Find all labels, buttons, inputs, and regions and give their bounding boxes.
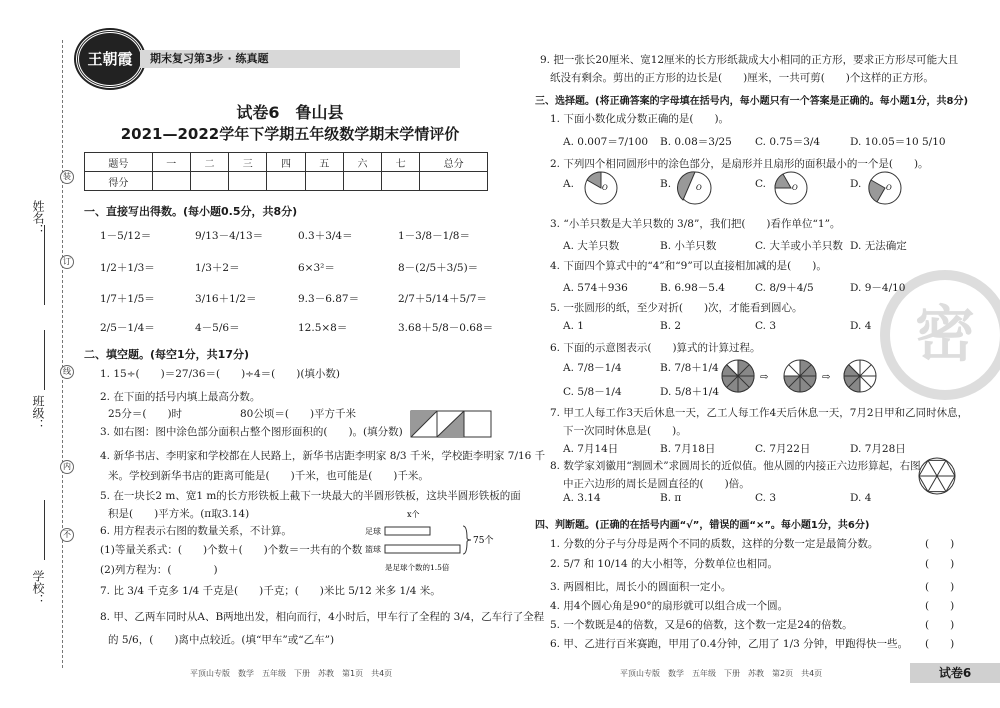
choice-option: B. π bbox=[660, 492, 682, 504]
choice-option: A. bbox=[563, 178, 574, 190]
header-banner: 期末复习第3步 · 练真题 bbox=[140, 50, 460, 68]
judge-answer-box[interactable]: ( ) bbox=[925, 619, 955, 631]
calc-item: 3.68＋5/8－0.68＝ bbox=[398, 322, 494, 334]
fig-basket-label: 篮球 bbox=[365, 545, 381, 554]
name-label: 姓名： bbox=[31, 200, 45, 236]
choice-option: C. 3 bbox=[755, 320, 777, 332]
section-4-heading: 四、判断题。(正确的在括号内画“√”，错误的画“×”。每小题1分，共6分) bbox=[535, 520, 870, 531]
choice-option: D. 4 bbox=[850, 492, 872, 504]
svg-text:O: O bbox=[696, 184, 702, 192]
seal-mark: 不 bbox=[60, 528, 74, 542]
calc-item: 1－5/12＝ bbox=[100, 230, 152, 242]
score-cell: 三 bbox=[229, 153, 267, 172]
fill-q6: 6. 用方程表示右图的数量关系，不计算。 bbox=[100, 525, 292, 537]
seal-mark: 内 bbox=[60, 460, 74, 474]
fill-q2b: 80公顷＝( )平方千米 bbox=[240, 408, 357, 420]
score-cell[interactable] bbox=[229, 172, 267, 191]
page-footer: 平顶山专版 数学 五年级 下册 苏教 第1页 共4页 bbox=[190, 669, 393, 678]
class-label: 班级： bbox=[31, 395, 45, 431]
choice-option: C. bbox=[755, 178, 766, 190]
score-table bbox=[84, 152, 488, 191]
choice-option: C. 5/8－1/4 bbox=[563, 386, 622, 398]
circle-option-b bbox=[677, 170, 713, 206]
choice-q4: 4. 下面四个算式中的“4”和“9”可以直接相加减的是( )。 bbox=[550, 260, 827, 272]
judge-item: 1. 分数的分子与分母是两个不同的质数，这样的分数一定是最简分数。 bbox=[550, 538, 879, 550]
circle-option-d bbox=[867, 170, 903, 206]
fill-q8-line1: 8. 甲、乙两车同时从A、B两地出发，相向而行，4小时后，甲车行了全程的 3/4，乙车行了全程 bbox=[100, 611, 545, 623]
choice-option: A. 大羊只数 bbox=[563, 240, 620, 252]
judge-answer-box[interactable]: ( ) bbox=[925, 638, 955, 650]
score-cell: 四 bbox=[267, 153, 305, 172]
choice-option: B. bbox=[660, 178, 672, 190]
circle-option-c bbox=[773, 170, 809, 206]
choice-q1: 1. 下面小数化成分数正确的是( )。 bbox=[550, 113, 730, 125]
calc-item: 6×3²＝ bbox=[298, 262, 335, 274]
fill-q4-line2: 米。学校到新华书店的距离可能是( )千米，也可能是( )千米。 bbox=[108, 470, 429, 482]
choice-option: A. 0.007＝7/100 bbox=[563, 136, 649, 148]
paper-number-tag: 试卷6 bbox=[910, 663, 1000, 683]
calc-item: 1/7＋1/5＝ bbox=[100, 293, 155, 305]
score-cell: 五 bbox=[305, 153, 343, 172]
fill-q7: 7. 比 3/4 千克多 1/4 千克是( )千克；( )米比 5/12 米多 1/4 米。 bbox=[100, 585, 441, 597]
fill-q1: 1. 15÷( )＝27/36＝( )÷4＝( )(填小数) bbox=[100, 368, 341, 380]
score-cell: 题号 bbox=[85, 153, 153, 172]
score-cell: 得分 bbox=[85, 172, 153, 191]
page-footer: 平顶山专版 数学 五年级 下册 苏教 第2页 共4页 bbox=[620, 669, 823, 678]
choice-option: A. 574＋936 bbox=[563, 282, 628, 294]
calc-item: 9.3－6.87＝ bbox=[298, 293, 360, 305]
school-label: 学校： bbox=[31, 570, 45, 606]
choice-option: B. 7/8＋1/4 bbox=[660, 362, 719, 374]
choice-option: D. 7月28日 bbox=[850, 443, 906, 455]
calc-item: 1/2＋1/3＝ bbox=[100, 262, 155, 274]
choice-option: A. 3.14 bbox=[563, 492, 601, 504]
fill-q9-line2: 纸没有剩余。剪出的正方形的边长是( )厘米，一共可剪( )个这样的正方形。 bbox=[550, 72, 934, 84]
choice-q6: 6. 下面的示意图表示( )算式的计算过程。 bbox=[550, 342, 761, 354]
section-1-heading: 一、直接写出得数。(每小题0.5分，共8分) bbox=[84, 205, 298, 218]
fig-note-label: 是足球个数的1.5倍 bbox=[385, 563, 450, 572]
fill-q5-line2: 积是( )平方米。(π取3.14) bbox=[108, 508, 250, 520]
choice-option: C. 大羊或小羊只数 bbox=[755, 240, 843, 252]
choice-option: A. 1 bbox=[563, 320, 584, 332]
choice-option: A. 7月14日 bbox=[563, 443, 619, 455]
section-2-heading: 二、填空题。(每空1分，共17分) bbox=[84, 348, 250, 361]
choice-option: D. 5/8＋1/4 bbox=[660, 386, 720, 398]
hexagon-circle-figure bbox=[917, 456, 957, 496]
fill-q6-figure bbox=[355, 508, 495, 578]
choice-q5: 5. 一张圆形的纸，至少对折( )次，才能看到圆心。 bbox=[550, 302, 803, 314]
choice-option: D. 无法确定 bbox=[850, 240, 907, 252]
fill-q2a: 25分＝( )时 bbox=[108, 408, 183, 420]
choice-option: D. 4 bbox=[850, 320, 872, 332]
school-line bbox=[44, 500, 45, 560]
calc-item: 1－3/8－1/8＝ bbox=[398, 230, 470, 242]
brand-logo: 王朝霞 bbox=[76, 30, 144, 88]
score-cell[interactable] bbox=[190, 172, 228, 191]
judge-answer-box[interactable]: ( ) bbox=[925, 600, 955, 612]
score-header-row bbox=[85, 153, 488, 172]
choice-option: D. 10.05＝10 5/10 bbox=[850, 136, 946, 148]
fill-q6a: (1)等量关系式：( )个数＋( )个数＝一共有的个数 bbox=[100, 544, 363, 556]
seal-mark: 装 bbox=[60, 170, 74, 184]
score-cell[interactable] bbox=[382, 172, 420, 191]
circle-option-a bbox=[583, 170, 619, 206]
calc-item: 1/3＋2＝ bbox=[195, 262, 240, 274]
score-value-row bbox=[85, 172, 488, 191]
fill-q3: 3. 如右图：图中涂色部分面积占整个图形面积的( )。(填分数) bbox=[100, 426, 403, 438]
fig-total-label: 75个 bbox=[473, 536, 494, 546]
calc-item: 12.5×8＝ bbox=[298, 322, 348, 334]
right-page bbox=[505, 0, 1000, 708]
judge-item: 6. 甲、乙进行百米赛跑，甲用了0.4分钟，乙用了 1/3 分钟，甲跑得快一些。 bbox=[550, 638, 909, 650]
watermark-seal: 密 bbox=[880, 270, 1000, 400]
score-cell: 二 bbox=[190, 153, 228, 172]
score-cell[interactable] bbox=[305, 172, 343, 191]
score-cell[interactable] bbox=[343, 172, 381, 191]
fill-q6b: (2)列方程为：( ) bbox=[100, 564, 218, 576]
fraction-circles-figure bbox=[720, 356, 880, 396]
choice-option: C. 7月22日 bbox=[755, 443, 811, 455]
choice-q7-line2: 下一次同时休息是( )。 bbox=[563, 425, 687, 437]
fig-foot-label: 足球 bbox=[365, 527, 381, 536]
svg-text:⇨: ⇨ bbox=[822, 372, 831, 383]
judge-item: 5. 一个数既是4的倍数，又是6的倍数，这个数一定是24的倍数。 bbox=[550, 619, 853, 631]
choice-q3: 3. “小羊只数是大羊只数的 3/8”，我们把( )看作单位“1”。 bbox=[550, 218, 841, 230]
choice-q2: 2. 下列四个相同圆形中的涂色部分，是扇形并且扇形的面积最小的一个是( )。 bbox=[550, 158, 929, 170]
choice-option: C. 3 bbox=[755, 492, 777, 504]
svg-text:O: O bbox=[602, 184, 608, 192]
section-3-heading: 三、选择题。(将正确答案的字母填在括号内，每小题只有一个答案是正确的。每小题1分，共8分) bbox=[535, 96, 969, 107]
choice-q8-line1: 8. 数学家刘徽用“割圆术”求圆周长的近似值。他从圆的内接正六边形算起，右图 bbox=[550, 460, 921, 472]
score-cell: 六 bbox=[343, 153, 381, 172]
choice-option: C. 0.75＝3/4 bbox=[755, 136, 821, 148]
binding-line bbox=[62, 40, 63, 668]
judge-answer-box[interactable]: ( ) bbox=[925, 558, 955, 570]
judge-item: 2. 5/7 和 10/14 的大小相等，分数单位也相同。 bbox=[550, 558, 779, 570]
fill-q5-line1: 5. 在一块长2 m、宽1 m的长方形铁板上截下一块最大的半圆形铁板，这块半圆形铁板的面 bbox=[100, 490, 521, 502]
calc-item: 8－(2/5＋3/5)＝ bbox=[398, 262, 479, 274]
svg-text:⇨: ⇨ bbox=[760, 372, 769, 383]
calc-item: 9/13－4/13＝ bbox=[195, 230, 264, 242]
calc-item: 2/5－1/4＝ bbox=[100, 322, 155, 334]
calc-item: 3/16＋1/2＝ bbox=[195, 293, 257, 305]
choice-option: B. 小羊只数 bbox=[660, 240, 717, 252]
choice-option: D. bbox=[850, 178, 862, 190]
choice-option: C. 8/9＋4/5 bbox=[755, 282, 814, 294]
paper-subtitle: 2021—2022学年下学期五年级数学期末学情评价 bbox=[120, 125, 460, 143]
judge-answer-box[interactable]: ( ) bbox=[925, 581, 955, 593]
score-cell: 一 bbox=[152, 153, 190, 172]
choice-option: B. 2 bbox=[660, 320, 682, 332]
choice-q8-line2: 中正六边形的周长是圆直径的( )倍。 bbox=[563, 478, 750, 490]
score-cell[interactable] bbox=[420, 172, 488, 191]
fill-q2: 2. 在下面的括号内填上最高分数。 bbox=[100, 391, 261, 403]
score-cell: 七 bbox=[382, 153, 420, 172]
calc-item: 0.3＋3/4＝ bbox=[298, 230, 353, 242]
name-line bbox=[44, 225, 45, 305]
judge-answer-box[interactable]: ( ) bbox=[925, 538, 955, 550]
calc-item: 4－5/6＝ bbox=[195, 322, 240, 334]
class-line bbox=[44, 330, 45, 390]
judge-item: 3. 两圆相比，周长小的圆面积一定小。 bbox=[550, 581, 732, 593]
score-cell: 总分 bbox=[420, 153, 488, 172]
judge-item: 4. 用4个圆心角是90°的扇形就可以组合成一个圆。 bbox=[550, 600, 789, 612]
seal-mark: 线 bbox=[60, 365, 74, 379]
calc-item: 2/7＋5/14＋5/7＝ bbox=[398, 293, 487, 305]
fill-q8-line2: 的 5/6，( )离中点较近。(填“甲车”或“乙车”) bbox=[108, 634, 335, 646]
fig-x-label: x个 bbox=[407, 510, 420, 519]
choice-option: D. 9－4/10 bbox=[850, 282, 906, 294]
svg-text:O: O bbox=[792, 184, 798, 192]
fill-q4-line1: 4. 新华书店、李明家和学校都在人民路上，新华书店距李明家 8/3 千米，学校距李明家 7/16 千 bbox=[100, 450, 546, 462]
svg-text:O: O bbox=[886, 184, 892, 192]
choice-option: B. 7月18日 bbox=[660, 443, 716, 455]
score-cell[interactable] bbox=[152, 172, 190, 191]
choice-option: B. 6.98－5.4 bbox=[660, 282, 725, 294]
choice-option: A. 7/8－1/4 bbox=[563, 362, 622, 374]
fill-q3-figure bbox=[410, 410, 492, 438]
choice-q7-line1: 7. 甲工人每工作3天后休息一天，乙工人每工作4天后休息一天，7月2日甲和乙同时休息， bbox=[550, 407, 969, 419]
seal-mark: 订 bbox=[60, 255, 74, 269]
paper-title: 试卷6 鲁山县 bbox=[236, 103, 344, 122]
fill-q9-line1: 9. 把一张长20厘米、宽12厘米的长方形纸裁成大小相同的正方形，要求正方形尽可能大且 bbox=[540, 54, 959, 66]
score-cell[interactable] bbox=[267, 172, 305, 191]
choice-option: B. 0.08＝3/25 bbox=[660, 136, 732, 148]
